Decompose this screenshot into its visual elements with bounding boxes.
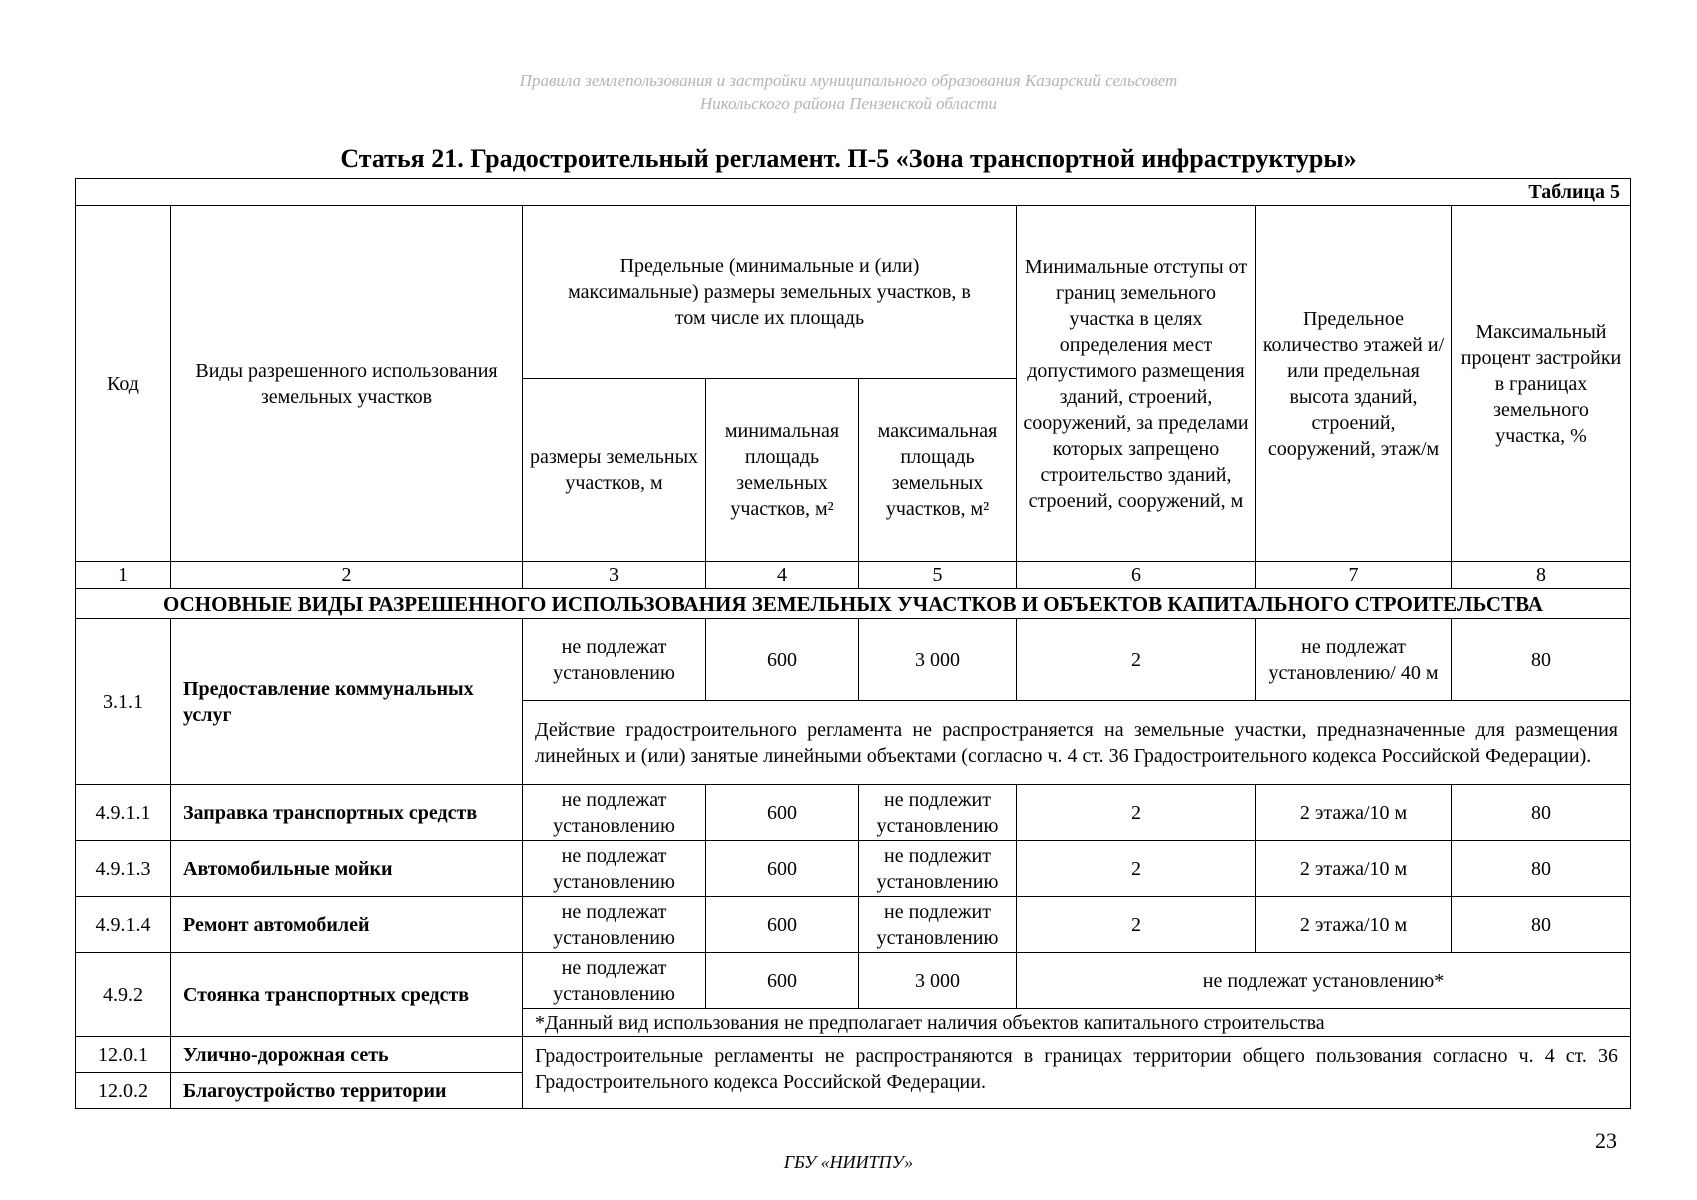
table-row xyxy=(76,953,1631,1009)
header-code: Код xyxy=(76,206,171,562)
col-number: 2 xyxy=(171,562,523,589)
row-setback: 2 xyxy=(1017,841,1256,897)
row-name: Автомобильные мойки xyxy=(171,841,523,897)
page-title: Статья 21. Градостроительный регламент. П-5 «Зона транспортной инфраструктуры» xyxy=(340,144,1357,173)
header-sizes: размеры земельных участков, м xyxy=(523,379,706,562)
header-coverage: Максимальный процент застройки в границах земельного участка, % xyxy=(1452,206,1631,562)
row-sizes: не подлежат установлению xyxy=(523,897,706,953)
row-coverage: 80 xyxy=(1452,897,1631,953)
row-name: Стоянка транспортных средств xyxy=(171,953,523,1037)
row-note: Действие градостроительного регламента не распространяется на земельные участки, предназначенные для размещения линейных и (или) занятые линейными объектами (согласно ч. 4 ст. 36 Градостроительного кодекса Российской Федерации). xyxy=(523,701,1631,785)
table-row xyxy=(76,1037,1631,1073)
row-code: 12.0.2 xyxy=(76,1073,171,1109)
col-number: 6 xyxy=(1017,562,1256,589)
row-name: Улично-дорожная сеть xyxy=(171,1037,523,1073)
row-name: Благоустройство территории xyxy=(171,1073,523,1109)
row-code: 12.0.1 xyxy=(76,1037,171,1073)
row-floors: 2 этажа/10 м xyxy=(1256,897,1452,953)
row-min-area: 600 xyxy=(706,785,859,841)
row-code: 4.9.1.3 xyxy=(76,841,171,897)
header-kind: Виды разрешенного использования земельных участков xyxy=(171,206,523,562)
row-code: 3.1.1 xyxy=(76,619,171,785)
header-max-area: максимальная площадь земельных участков, м² xyxy=(859,379,1017,562)
row-floors: 2 этажа/10 м xyxy=(1256,785,1452,841)
col-number: 3 xyxy=(523,562,706,589)
row-code: 4.9.1.4 xyxy=(76,897,171,953)
row-coverage: 80 xyxy=(1452,785,1631,841)
row-setback: 2 xyxy=(1017,619,1256,701)
header-floors: Предельное количество этажей и/или предельная высота зданий, строений, сооружений, этаж/м xyxy=(1256,206,1452,562)
page-footer: ГБУ «НИИТПУ» xyxy=(783,1152,914,1172)
row-max-area: не подлежит установлению xyxy=(859,897,1017,953)
col-number: 4 xyxy=(706,562,859,589)
row-sizes: не подлежат установлению xyxy=(523,785,706,841)
running-header-line-1: Правила землепользования и застройки муниципального образования Казарский сельсовет xyxy=(519,71,1178,90)
row-code: 4.9.2 xyxy=(76,953,171,1037)
row-coverage: 80 xyxy=(1452,841,1631,897)
row-min-area: 600 xyxy=(706,619,859,701)
table-row xyxy=(76,841,1631,897)
header-limits xyxy=(523,206,1017,379)
col-number: 5 xyxy=(859,562,1017,589)
section-heading: ОСНОВНЫЕ ВИДЫ РАЗРЕШЕННОГО ИСПОЛЬЗОВАНИЯ ЗЕМЕЛЬНЫХ УЧАСТКОВ И ОБЪЕКТОВ КАПИТАЛЬНОГО СТРОИТЕЛЬСТВА xyxy=(76,589,1631,619)
row-min-area: 600 xyxy=(706,897,859,953)
row-code: 4.9.1.1 xyxy=(76,785,171,841)
row-name: Ремонт автомобилей xyxy=(171,897,523,953)
col-number: 1 xyxy=(76,562,171,589)
col-number: 8 xyxy=(1452,562,1631,589)
row-floors: не подлежат установлению/ 40 м xyxy=(1256,619,1452,701)
row-merged-value: не подлежат установлению* xyxy=(1017,953,1631,1009)
row-sizes: не подлежат установлению xyxy=(523,953,706,1009)
row-max-area: 3 000 xyxy=(859,619,1017,701)
table-row xyxy=(76,897,1631,953)
row-coverage: 80 xyxy=(1452,619,1631,701)
table-caption: Таблица 5 xyxy=(76,179,1631,206)
column-numbers-row xyxy=(76,562,1631,589)
table-row xyxy=(76,619,1631,701)
page-number: 23 xyxy=(1595,1128,1617,1153)
row-min-area: 600 xyxy=(706,841,859,897)
header-setbacks: Минимальные отступы от границ земельного участка в целях определения мест допустимого размещения зданий, строений, сооружений, за пределами которых запрещено строительство зданий, строений, сооружений, м xyxy=(1017,206,1256,562)
row-floors: 2 этажа/10 м xyxy=(1256,841,1452,897)
row-setback: 2 xyxy=(1017,897,1256,953)
header-limits-text: Предельные (минимальные и (или) максимальные) размеры земельных участков, в том числе их площадь xyxy=(568,255,971,329)
row-name: Предоставление коммунальных услуг xyxy=(171,619,523,785)
row-max-area: не подлежит установлению xyxy=(859,785,1017,841)
row-name: Заправка транспортных средств xyxy=(171,785,523,841)
row-note: *Данный вид использования не предполагает наличия объектов капитального строительства xyxy=(523,1009,1631,1037)
row-max-area: не подлежит установлению xyxy=(859,841,1017,897)
table-row xyxy=(76,785,1631,841)
shared-note: Градостроительные регламенты не распространяются в границах территории общего пользования согласно ч. 4 ст. 36 Градостроительного кодекса Российской Федерации. xyxy=(523,1037,1631,1109)
header-min-area: минимальная площадь земельных участков, м² xyxy=(706,379,859,562)
row-sizes: не подлежат установлению xyxy=(523,841,706,897)
running-header-line-2: Никольского района Пензенской области xyxy=(699,94,998,113)
col-number: 7 xyxy=(1256,562,1452,589)
row-max-area: 3 000 xyxy=(859,953,1017,1009)
row-sizes: не подлежат установлению xyxy=(523,619,706,701)
row-setback: 2 xyxy=(1017,785,1256,841)
row-min-area: 600 xyxy=(706,953,859,1009)
regulation-table xyxy=(75,178,1631,1109)
